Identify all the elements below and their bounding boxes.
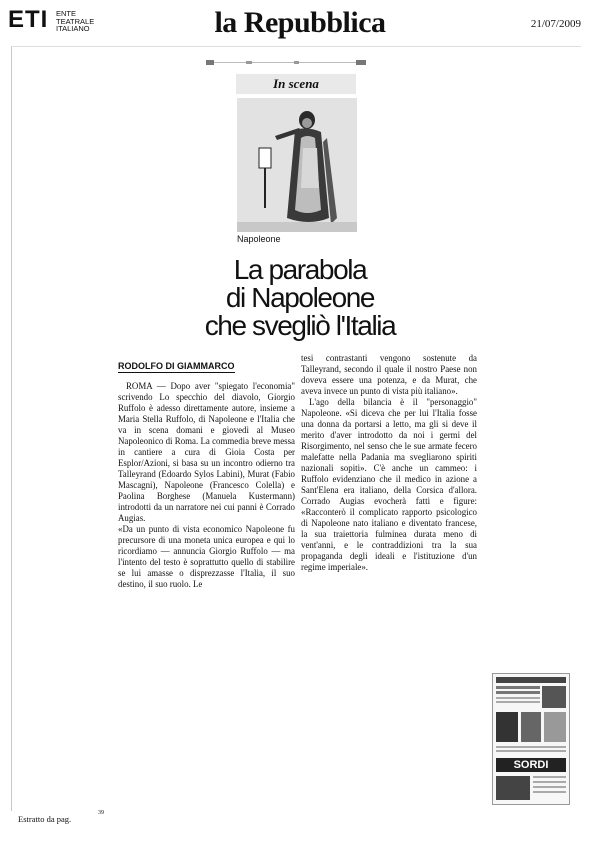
logo-mark: ETI	[8, 6, 49, 33]
scan-noise-decoration	[206, 60, 366, 66]
section-label: In scena	[236, 74, 356, 94]
article-column-2	[301, 353, 477, 573]
clipping-frame-left	[11, 46, 12, 811]
publication-date: 21/07/2009	[530, 18, 581, 30]
logo-line-teatrale: TEATRALE	[56, 16, 95, 26]
article-headline	[190, 256, 410, 340]
photo-caption: Napoleone	[237, 234, 281, 244]
byline: RODOLFO DI GIAMMARCO	[118, 361, 235, 371]
paragraph: ROMA — Dopo aver "spiegato l'economia" scrivendo Lo specchio del diavolo, Giorgio Ruffolo è adesso direttamente autore, insieme a Maria Stella Ruffolo, di Napoleone e l'Italia che va in scena domani e giovedì al Museo Napoleonico di Roma. La commedia breve messa in cantiere a cura di Gioia Costa per Esplor/Azioni, si basa su un incontro odierno tra Talleyrand (Edoardo Sylos Labini), Murat (Fabio Mascagni), Napoleone (Francesco Colella) e Paolina Borghese (Manuela Kustermann) introdotti da un narratore nei cui panni è Corrado Augias.	[118, 381, 295, 523]
paragraph: «Da un punto di vista economico Napoleone fu precursore di una moneta unica europea e qui lo ricordiamo — annuncia Giorgio Ruffolo — ma l'intento del testo è soprattutto quello di stabilire se lui amasse o disprezzasse l'Italia, il suo destino, il suo ruolo. Le	[118, 524, 295, 589]
page-thumbnail	[492, 673, 570, 805]
newspaper-masthead: la Repubblica	[214, 6, 386, 39]
logo-text	[56, 10, 94, 33]
footer-page-marker: 39	[98, 810, 104, 816]
footer-label: Estratto da pag.	[18, 814, 72, 824]
logo-line-ente: ENTE	[56, 9, 77, 18]
headline-line-2: di Napoleone	[225, 282, 375, 313]
paragraph: L'ago della bilancia è il "personaggio" Napoleone. «Si diceva che per lui l'Italia fosse una donna da portarsi a letto, ma gli si deve il merito d'aver introdotto da noi i germi del Risorgimento, nel senso che le sue armate fecero malefatte nella Padania ma svegliarono spiriti nazionali sopiti». C'è anche un cammeo: i Ruffolo evidenziano che il medico in azione a Sant'Elena era italiano, della Corsica d'allora. Corrado Augias evocherà fatti e figure: «Racconterò il complicato rapporto psicologico di Napoleone nato italiano e diventato francese, la sua traiettoria fulminea durata meno di vent'anni, e le contraddizioni tra la sua propaganda degli ideali e l'istituzione d'un regime imperiale».	[301, 397, 477, 572]
headline-line-1: La parabola	[233, 254, 367, 285]
logo-line-italiano: ITALIANO	[56, 24, 90, 33]
article-column-1	[118, 381, 295, 590]
headline-line-3: che svegliò l'Italia	[204, 310, 396, 341]
napoleon-photo	[237, 98, 357, 232]
clipping-frame-top	[11, 46, 581, 47]
paragraph: tesi contrastanti vengono sostenute da Talleyrand, secondo il quale il nostro Paese non doveva essere una potenza, e da Murat, che aveva invece un punto di vista più italiano».	[301, 353, 477, 396]
thumbnail-banner: SORDI	[513, 759, 549, 771]
